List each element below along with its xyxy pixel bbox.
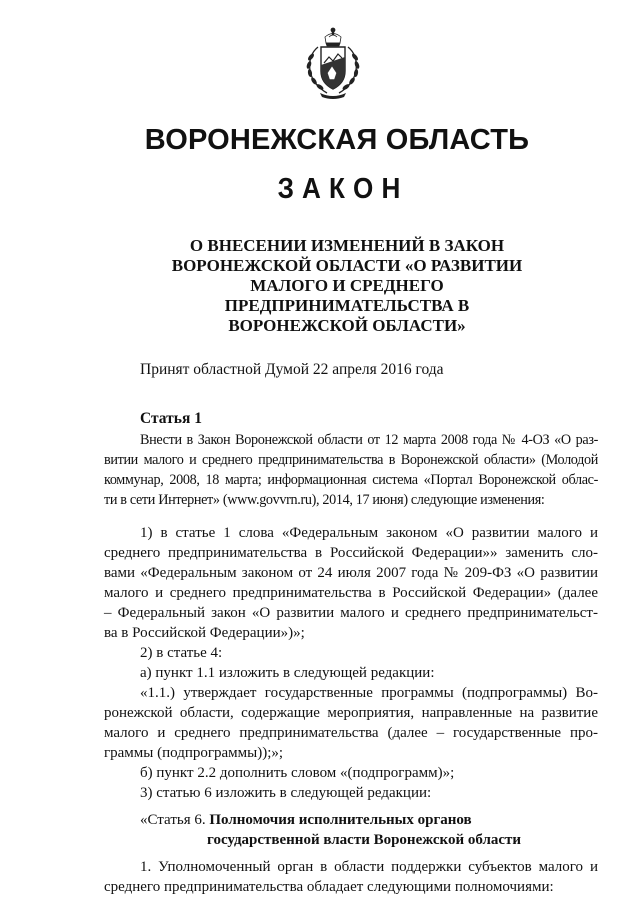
document-type: ЗАКОН [277, 173, 409, 205]
article6-title-line2: государственной власти Воронежской области [207, 832, 522, 848]
article-body-line: 2) в статье 4: [140, 645, 223, 661]
article-body-line: ронежской области, содержащие мероприятия, направленные на развитие [104, 705, 598, 721]
article-intro-line: коммунар, 2008, 18 марта; информационная система «Портал Воронежской облас- [104, 472, 598, 488]
coat-of-arms-icon [296, 27, 370, 99]
article-intro-line: Внести в Закон Воронежской области от 12 марта 2008 года № 4-ОЗ «О раз- [140, 432, 598, 448]
law-title-line: МАЛОГО И СРЕДНЕГО [250, 276, 444, 295]
region-title: ВОРОНЕЖСКАЯ ОБЛАСТЬ [144, 124, 530, 156]
law-title-line: О ВНЕСЕНИИ ИЗМЕНЕНИЙ В ЗАКОН [189, 236, 505, 255]
article-heading: Статья 1 [140, 410, 202, 427]
article-body-line: 1) в статье 1 слова «Федеральным законом «О развитии малого и [140, 525, 598, 541]
law-title-line: ПРЕДПРИНИМАТЕЛЬСТВА В [224, 296, 470, 315]
article-intro-line: витии малого и среднего предпринимательства в Воронежской области» (Молодой [104, 452, 598, 468]
article-body-line: – Федеральный закон «О развитии малого и среднего предпринимательст- [104, 605, 598, 621]
article6-para-line: 1. Уполномоченный орган в области поддержки субъектов малого и [140, 859, 598, 875]
article-body-line: «1.1.) утверждает государственные программы (подпрограммы) Во- [140, 685, 598, 701]
law-title-line: ВОРОНЕЖСКОЙ ОБЛАСТИ «О РАЗВИТИИ [171, 256, 523, 275]
article-body-line: ва в Российской Федерации»)»; [104, 625, 305, 641]
article-body-line: малого и среднего предпринимательства в Российской Федерации» (далее [104, 585, 598, 601]
article-body-line: б) пункт 2.2 дополнить словом «(подпрограмм)»; [140, 765, 455, 781]
article-body-line: а) пункт 1.1 изложить в следующей редакции: [140, 665, 435, 681]
article-intro-line: ти в сети Интернет» (www.govvrn.ru), 2014, 17 июня) следующие изменения: [104, 492, 545, 508]
article-body-line: вами «Федеральным законом от 24 июля 2007 года № 209-ФЗ «О развитии [104, 565, 598, 581]
law-title [0, 236, 640, 336]
article6-heading [140, 812, 472, 829]
article6-title: Полномочия исполнительных органов [209, 812, 472, 828]
article-body-line: среднего предпринимательства в Российской Федерации»» заменить сло- [104, 545, 598, 561]
article-body-line: граммы (подпрограммы));»; [104, 745, 284, 761]
article6-prefix: «Статья 6. [140, 812, 210, 828]
adoption-date: Принят областной Думой 22 апреля 2016 года [140, 361, 444, 378]
article6-para-line: среднего предпринимательства обладает следующими полномочиями: [104, 879, 554, 895]
law-title-line: ВОРОНЕЖСКОЙ ОБЛАСТИ» [228, 316, 466, 335]
article-body-line: 3) статью 6 изложить в следующей редакции: [140, 785, 432, 801]
article-body-line: малого и среднего предпринимательства (далее – государственные про- [104, 725, 598, 741]
